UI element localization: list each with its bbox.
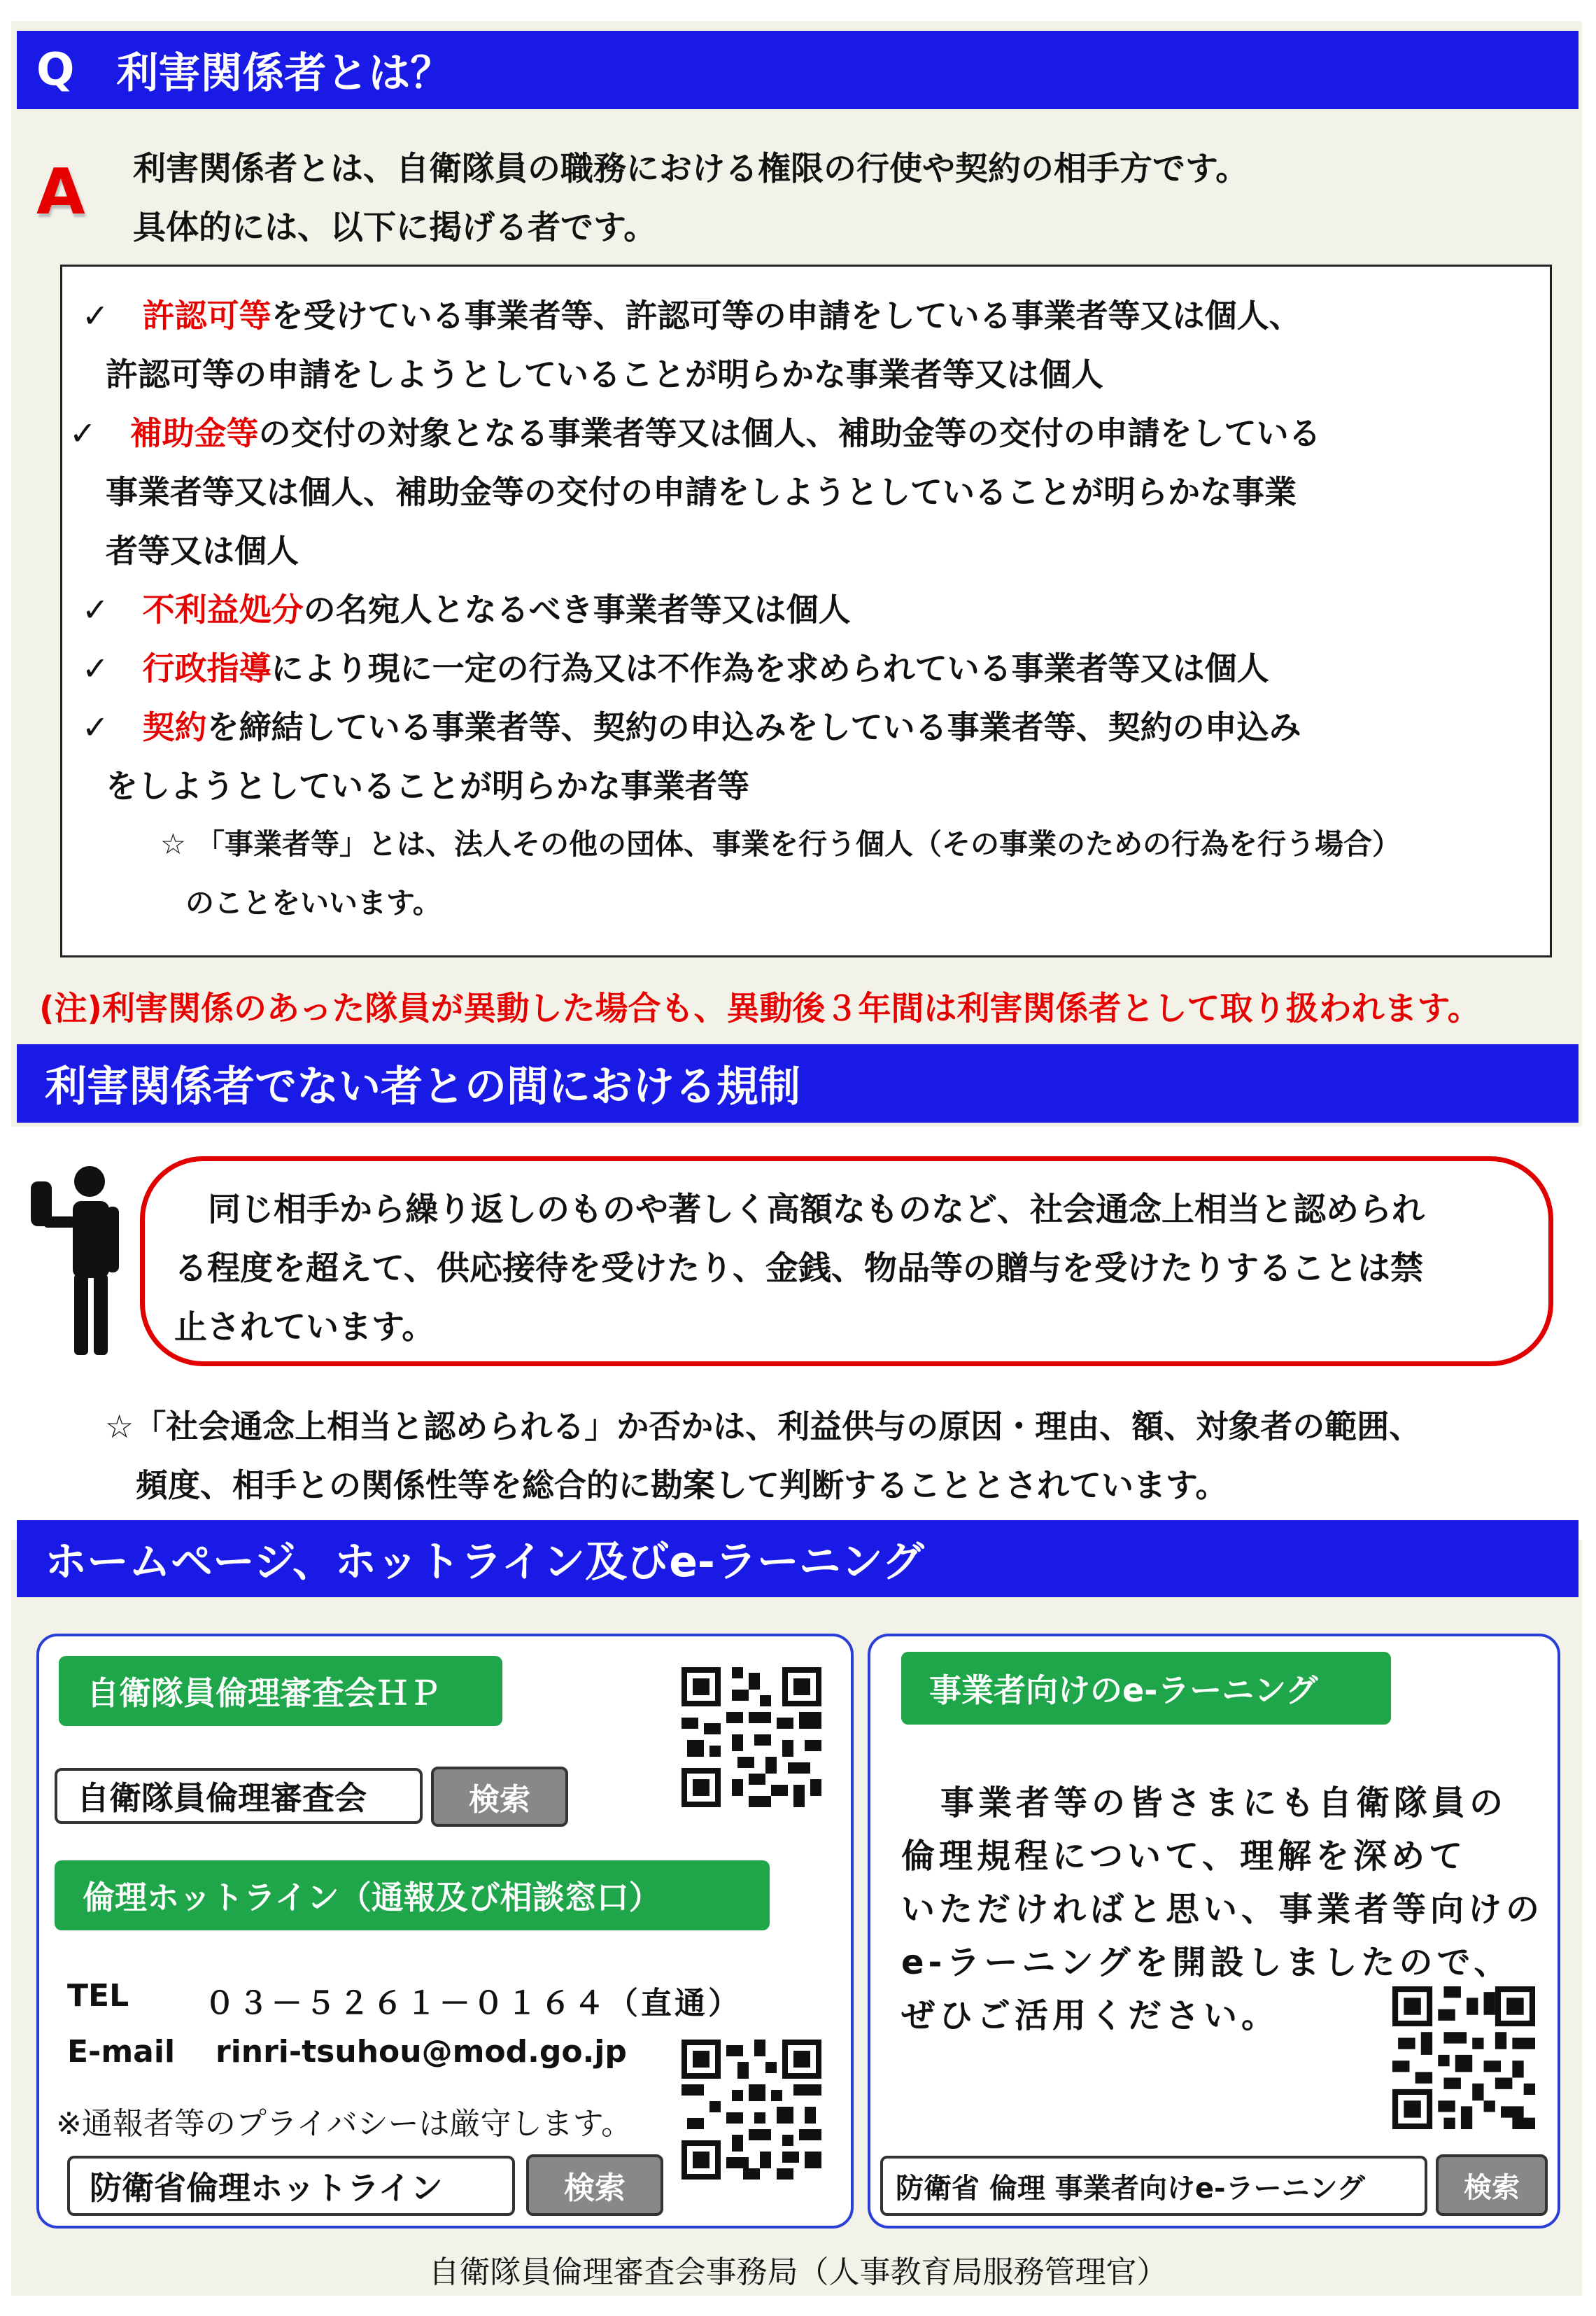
footnote-line-2: のことをいいます。 <box>185 886 442 920</box>
footer-text: 自衛隊員倫理審査会事務局（人事教育局服務管理官） <box>428 2254 1168 2290</box>
search-box-hp[interactable]: 自衛隊員倫理審査会 <box>55 1768 423 1824</box>
footnote-line-1 <box>160 821 1401 862</box>
social-norm-line-2: 頻度、相手との関係性等を総合的に勘案して判断することとされています。 <box>136 1466 1228 1504</box>
q-mark: Q <box>36 44 75 96</box>
search-button-hotline[interactable]: 検索 <box>526 2154 663 2216</box>
stop-person-icon <box>28 1162 133 1358</box>
elearning-line-3: いただければと思い、事業者等向けの <box>901 1890 1544 1929</box>
tel-value: ０３－５２６１－０１６４（直通） <box>204 1986 742 2021</box>
elearning-line-1: 事業者等の皆さまにも自衛隊員の <box>940 1783 1508 1823</box>
section-title: ホームページ、ホットライン及びe-ラーニング <box>45 1538 924 1587</box>
list-item-continuation: 者等又は個人 <box>106 532 299 570</box>
list-item-continuation: 事業者等又は個人、補助金等の交付の申請をしようとしていることが明らかな事業 <box>106 473 1297 511</box>
search-box-hotline[interactable]: 防衛省倫理ホットライン <box>67 2156 515 2216</box>
elearning-line-2: 倫理規程について、理解を深めて <box>901 1837 1467 1876</box>
regulation-box <box>140 1156 1553 1366</box>
elearning-line-4: e-ラーニングを開設しましたので、 <box>901 1943 1512 1982</box>
list-item <box>82 584 851 631</box>
list-item-text: の名宛人となるべき事業者等又は個人 <box>303 591 851 629</box>
list-item-text: により現に一定の行為又は不作為を求められている事業者等又は個人 <box>271 650 1269 687</box>
regulation-line-1: 同じ相手から繰り返しのものや著しく高額なものなど、社会通念上相当と認められ <box>208 1191 1425 1229</box>
search-button-hp[interactable]: 検索 <box>431 1767 568 1827</box>
elearning-line-5: ぜひご活用ください。 <box>901 1996 1280 2035</box>
check-icon: ✓ <box>82 591 109 629</box>
list-item <box>82 290 1301 337</box>
social-norm-line-1: ☆「社会通念上相当と認められる」か否かは、利益供与の原因・理由、額、対象者の範囲、 <box>105 1408 1422 1445</box>
privacy-note: ※通報者等のプライバシーは厳守します。 <box>56 2106 633 2142</box>
qr-code-icon[interactable] <box>682 2040 821 2180</box>
section-header-regulation <box>17 1044 1579 1123</box>
a-mark: A <box>36 155 85 229</box>
list-item-keyword: 契約 <box>142 708 207 746</box>
check-icon: ✓ <box>82 708 109 746</box>
section-title: 利害関係者でない者との間における規制 <box>45 1062 800 1111</box>
list-item <box>82 702 1301 748</box>
note-text: (注)利害関係のあった隊員が異動した場合も、異動後３年間は利害関係者として取り扱われます。 <box>39 990 1481 1028</box>
check-icon: ✓ <box>82 650 109 687</box>
tel-label: TEL <box>67 1978 129 2014</box>
question-header <box>17 31 1579 109</box>
answer-line-1: 利害関係者とは、自衛隊員の職務における権限の行使や契約の相手方です。 <box>133 150 1249 188</box>
regulation-line-3: 止されています。 <box>174 1308 435 1347</box>
qr-code-icon[interactable] <box>682 1667 821 1807</box>
email-label: E-mail <box>67 2034 176 2070</box>
list-item-keyword: 補助金等 <box>129 414 259 452</box>
search-button-elearning[interactable]: 検索 <box>1436 2154 1548 2216</box>
section-header-links <box>17 1520 1579 1597</box>
regulation-line-2: る程度を超えて、供応接待を受けたり、金銭、物品等の贈与を受けたりすることは禁 <box>174 1249 1424 1288</box>
list-item-text: を受けている事業者等、許認可等の申請をしている事業者等又は個人、 <box>271 297 1301 335</box>
list-item <box>82 643 1269 689</box>
list-item-keyword: 許認可等 <box>142 297 271 335</box>
elearning-label: 事業者向けのe-ラーニング <box>901 1652 1391 1725</box>
list-item <box>69 408 1321 454</box>
social-norm-note <box>105 1397 1421 1515</box>
question-title: 利害関係者とは？ <box>116 49 453 98</box>
email-value[interactable]: rinri-tsuhou@mod.go.jp <box>216 2034 627 2070</box>
check-icon: ✓ <box>82 297 109 335</box>
check-icon: ✓ <box>69 414 97 452</box>
elearning-panel <box>868 1634 1560 2229</box>
search-box-elearning[interactable]: 防衛省 倫理 事業者向けe-ラーニング <box>880 2156 1427 2216</box>
qr-code-icon[interactable] <box>1392 1986 1535 2129</box>
star-icon: ☆ <box>160 827 186 861</box>
list-item-continuation: をしようとしていることが明らかな事業者等 <box>106 767 749 805</box>
answer-line-2: 具体的には、以下に掲げる者です。 <box>133 209 657 247</box>
list-item-keyword: 不利益処分 <box>142 591 304 629</box>
list-item-keyword: 行政指導 <box>142 650 271 687</box>
hotline-label: 倫理ホットライン（通報及び相談窓口） <box>55 1860 770 1930</box>
footnote-text: 「事業者等」とは、法人その他の団体、事業を行う個人（その事業のための行為を行う場合） <box>196 827 1401 861</box>
list-item-text: を締結している事業者等、契約の申込みをしている事業者等、契約の申込み <box>206 708 1301 746</box>
list-item-continuation: 許認可等の申請をしようとしていることが明らかな事業者等又は個人 <box>106 356 1103 393</box>
definition-list-box <box>60 265 1552 957</box>
hp-label: 自衛隊員倫理審査会ＨＰ <box>59 1656 502 1726</box>
hp-hotline-panel <box>36 1634 854 2229</box>
answer-text <box>133 140 1248 258</box>
list-item-text: の交付の対象となる事業者等又は個人、補助金等の交付の申請をしている <box>258 414 1321 452</box>
